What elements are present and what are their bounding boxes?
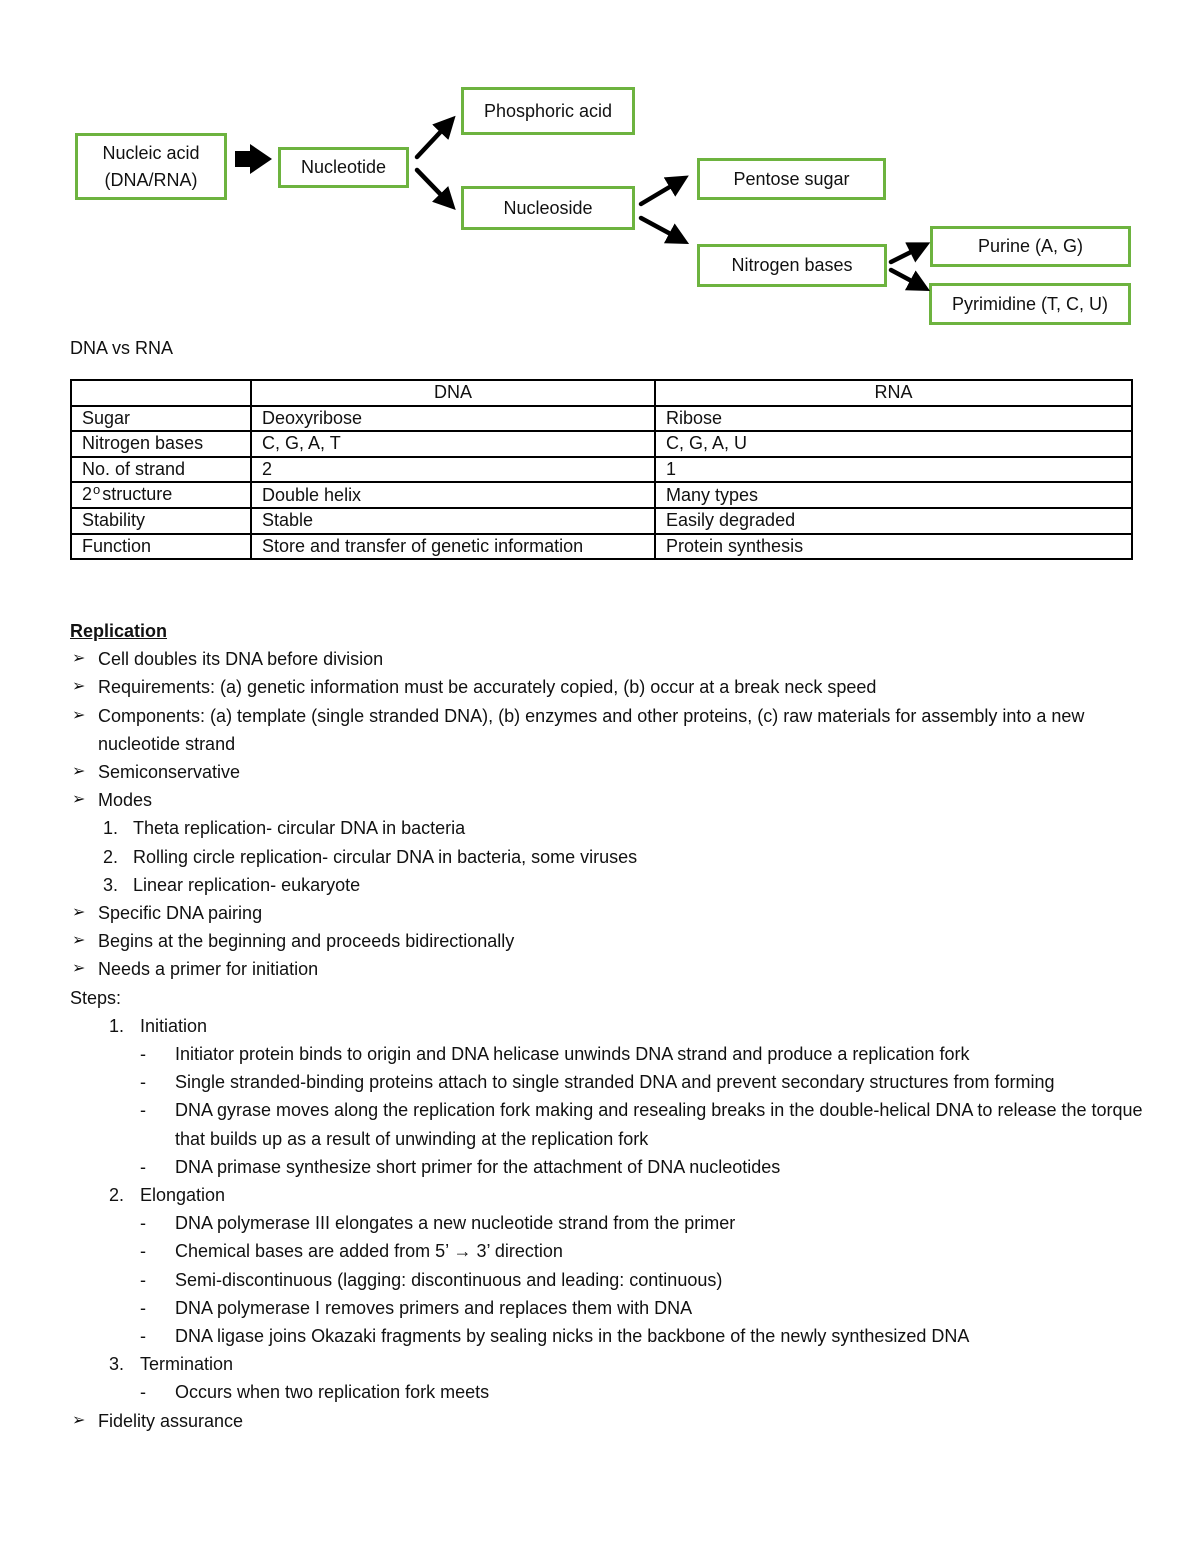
step-title: [70, 1350, 1150, 1378]
node-nucleic-acid-line1: Nucleic acid: [102, 142, 200, 163]
mode-item: [70, 871, 1150, 899]
step-item: [70, 1294, 1150, 1322]
bullet-text: Modes: [98, 790, 153, 811]
mode-text: Linear replication- eukaryote: [133, 874, 361, 895]
step-title-text: Termination: [140, 1354, 234, 1375]
step-title: [70, 1181, 1150, 1209]
bullet-item: [70, 758, 1150, 786]
dna-cell: Store and transfer of genetic information: [251, 534, 655, 560]
row-label-prefix: 2: [82, 484, 93, 504]
step-item-text: Chemical bases are added from 5’ → 3’ direction: [175, 1241, 563, 1262]
mode-item: [70, 843, 1150, 871]
bullet-arrow-icon: ➢: [72, 932, 86, 950]
rna-cell: Many types: [655, 482, 1132, 508]
node-nucleoside-label: Nucleoside: [503, 197, 593, 218]
dna-cell: Double helix: [251, 482, 655, 508]
row-label: No. of strand: [71, 457, 251, 483]
dna-cell: 2: [251, 457, 655, 483]
bullet-arrow-icon: ➢: [72, 763, 86, 781]
table-header-cell: DNA: [251, 380, 655, 406]
node-purine-label: Purine (A, G): [977, 236, 1084, 256]
bullet-item: [70, 899, 1150, 927]
replication-section: [70, 617, 1150, 1435]
table-row: [71, 482, 1132, 508]
steps-label: Steps:: [70, 987, 122, 1008]
comparison-title: DNA vs RNA: [70, 338, 174, 358]
dash-marker: -: [140, 1100, 146, 1121]
bullet-text: Components: (a) template (single stranded DNA), (b) enzymes and other proteins, (c) raw materials for assembly into a new nucleotide strand: [98, 705, 1085, 754]
bullet-text: Begins at the beginning and proceeds bidirectionally: [98, 931, 515, 952]
step-item-text: DNA primase synthesize short primer for the attachment of DNA nucleotides: [175, 1156, 781, 1177]
node-pentose-sugar-label: Pentose sugar: [733, 168, 850, 189]
rna-cell: C, G, A, U: [655, 431, 1132, 457]
dash-marker: -: [140, 1156, 146, 1177]
step-item: [70, 1209, 1150, 1237]
bullet-item: [70, 955, 1150, 983]
step-title-text: Elongation: [140, 1185, 226, 1206]
dash-marker: -: [140, 1072, 146, 1093]
arrow-nucleotide-to-nucleoside: [417, 170, 447, 201]
bullet-item: [70, 1407, 1150, 1435]
diagram-arrows: [0, 0, 1200, 340]
step-item: [70, 1237, 1150, 1265]
table-row: [71, 457, 1132, 483]
bullet-text: Fidelity assurance: [98, 1410, 244, 1431]
dna-cell: Stable: [251, 508, 655, 534]
node-pyrimidine-label: Pyrimidine (T, C, U): [951, 293, 1108, 314]
table-header-cell: [71, 380, 251, 406]
step-item: [70, 1266, 1150, 1294]
bullet-arrow-icon: ➢: [72, 650, 86, 668]
step-number: 1.: [108, 1015, 124, 1036]
step-item: [70, 1153, 1150, 1181]
step-item: [70, 1322, 1150, 1350]
mode-number: 3.: [102, 874, 118, 895]
table-row: [71, 431, 1132, 457]
bullet-arrow-icon: ➢: [72, 791, 86, 809]
table-row: [71, 406, 1132, 432]
row-label-text: structure: [102, 484, 173, 504]
row-label: Function: [71, 534, 251, 560]
step-item-text: Occurs when two replication fork meets: [175, 1382, 490, 1403]
mode-text: Rolling circle replication- circular DNA in bacteria, some viruses: [133, 846, 638, 867]
step-item-text: Single stranded-binding proteins attach to single stranded DNA and prevent secondary structures from forming: [175, 1072, 1055, 1093]
step-item-text: DNA gyrase moves along the replication fork making and resealing breaks in the double-helical DNA to release the torque that builds up as a result of unwinding at the replication fork: [175, 1100, 1143, 1149]
step-item: [70, 1378, 1150, 1406]
bullet-item: [70, 702, 1150, 758]
row-label: Nitrogen bases: [71, 431, 251, 457]
dash-marker: -: [140, 1297, 146, 1318]
bullet-text: Requirements: (a) genetic information must be accurately copied, (b) occur at a break neck speed: [98, 677, 877, 698]
bullet-item: [70, 927, 1150, 955]
dash-marker: -: [140, 1044, 146, 1065]
bullet-item: [70, 645, 1150, 673]
degree-superscript: o: [93, 482, 101, 497]
row-label: Stability: [71, 508, 251, 534]
bullet-text: Cell doubles its DNA before division: [98, 649, 384, 670]
row-label: Sugar: [71, 406, 251, 432]
bullet-arrow-icon: ➢: [72, 1411, 86, 1429]
mode-number: 2.: [102, 846, 118, 867]
mode-text: Theta replication- circular DNA in bacteria: [133, 818, 466, 839]
bullet-text: Needs a primer for initiation: [98, 959, 319, 980]
table-row: [71, 508, 1132, 534]
step-item: [70, 1040, 1150, 1068]
step-item-text: DNA ligase joins Okazaki fragments by sealing nicks in the backbone of the newly synthesized DNA: [175, 1326, 970, 1347]
table-row: [71, 534, 1132, 560]
comparison-table: [70, 379, 1133, 560]
dash-marker: -: [140, 1213, 146, 1234]
bullet-arrow-icon: ➢: [72, 678, 86, 696]
node-nitrogen-bases-label: Nitrogen bases: [731, 255, 853, 275]
bullet-item: [70, 786, 1150, 814]
dash-marker: -: [140, 1241, 146, 1262]
dna-cell: C, G, A, T: [251, 431, 655, 457]
dna-cell: Deoxyribose: [251, 406, 655, 432]
dash-marker: -: [140, 1269, 146, 1290]
step-number: 3.: [108, 1354, 124, 1375]
arrow-nucleic-acid-to-nucleotide: [235, 144, 272, 174]
step-item-text: Semi-discontinuous (lagging: discontinuous and leading: continuous): [175, 1269, 723, 1290]
step-item: [70, 1068, 1150, 1096]
bullet-item: [70, 673, 1150, 701]
dash-marker: -: [140, 1382, 146, 1403]
arrow-nitrogen-bases-to-pyrimidine: [891, 270, 919, 285]
step-item: [70, 1096, 1150, 1152]
row-label: [71, 482, 251, 508]
bullet-text: Specific DNA pairing: [98, 903, 263, 924]
step-item-text: DNA polymerase I removes primers and replaces them with DNA: [175, 1297, 693, 1318]
node-nucleotide-label: Nucleotide: [300, 157, 387, 177]
rna-cell: Protein synthesis: [655, 534, 1132, 560]
step-item-text: Initiator protein binds to origin and DNA helicase unwinds DNA strand and produce a replication fork: [175, 1044, 970, 1065]
arrow-nitrogen-bases-to-purine: [891, 248, 919, 262]
table-header-cell: RNA: [655, 380, 1132, 406]
replication-heading: Replication: [70, 621, 168, 641]
mode-number: 1.: [102, 818, 118, 839]
rna-cell: Ribose: [655, 406, 1132, 432]
node-phosphoric-acid-label: Phosphoric acid: [483, 100, 613, 121]
rna-cell: Easily degraded: [655, 508, 1132, 534]
node-nucleic-acid-line2: (DNA/RNA): [104, 169, 198, 190]
rna-cell: 1: [655, 457, 1132, 483]
mode-item: [70, 814, 1150, 842]
dash-marker: -: [140, 1326, 146, 1347]
step-title-text: Initiation: [140, 1015, 208, 1036]
step-number: 2.: [108, 1185, 124, 1206]
arrow-nucleotide-to-phosphoric-acid: [417, 125, 447, 157]
bullet-arrow-icon: ➢: [72, 904, 86, 922]
arrow-nucleoside-to-pentose-sugar: [641, 182, 678, 204]
bullet-text: Semiconservative: [98, 762, 241, 783]
arrow-nucleoside-to-nitrogen-bases: [641, 218, 678, 238]
step-item-text: DNA polymerase III elongates a new nucleotide strand from the primer: [175, 1213, 736, 1234]
bullet-arrow-icon: ➢: [72, 960, 86, 978]
table-header-row: [71, 380, 1132, 406]
bullet-arrow-icon: ➢: [72, 706, 86, 724]
step-title: [70, 1012, 1150, 1040]
